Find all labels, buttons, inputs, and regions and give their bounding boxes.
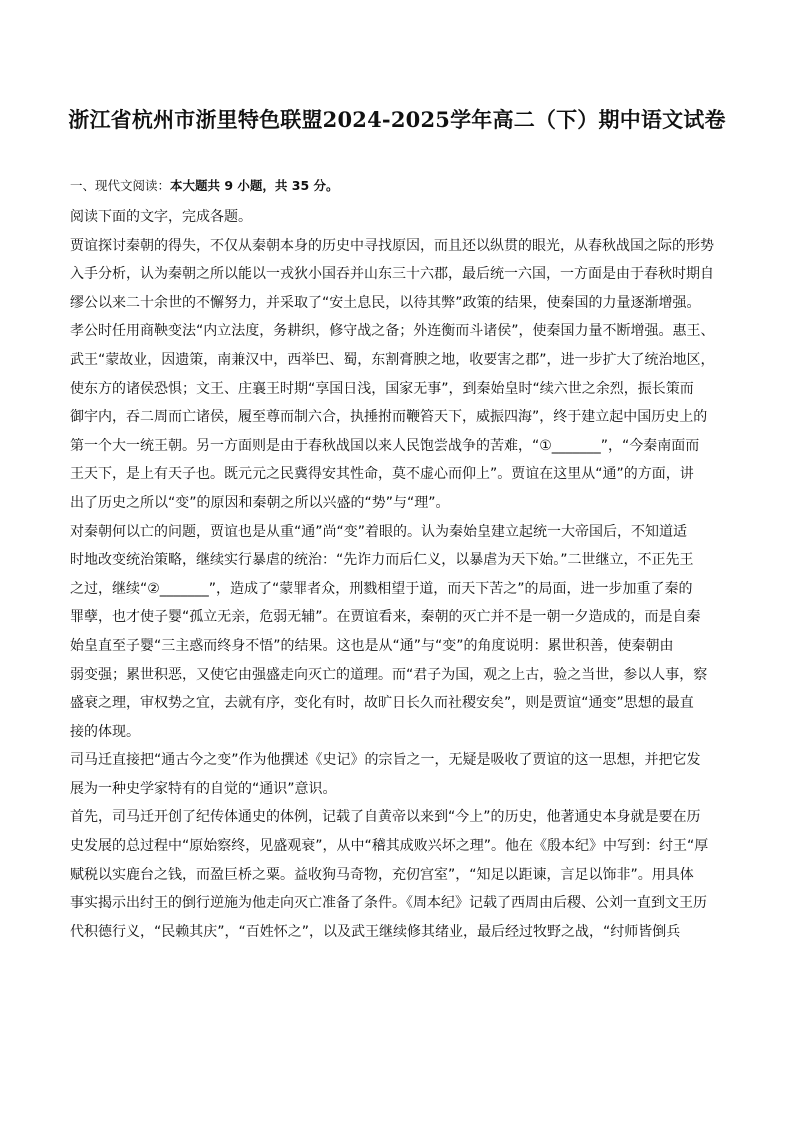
reading-passage — [70, 203, 730, 946]
paragraph-line: 第一个大一统王朝。另一方面则是由于春秋战国以来人民饱尝战争的苦难，“①_______”，“今秦南面而 — [70, 437, 700, 454]
paragraph-line: 贾谊探讨秦朝的得失，不仅从秦朝本身的历史中寻找原因，而且还以纵贯的眼光，从春秋战国之际的形势 — [70, 237, 714, 254]
paragraph-line: 王天下，是上有天子也。既元元之民冀得安其性命，莫不虚心而仰上”。贾谊在这里从“通”的方面，讲 — [70, 466, 694, 483]
section-detail: 本大题共 9 小题，共 35 分。 — [170, 178, 339, 193]
instruction-line: 阅读下面的文字，完成各题。 — [70, 209, 252, 225]
paragraph-line: 孝公时任用商鞅变法“内立法度，务耕织，修守战之备；外连衡而斗诸侯”，使秦国力量不断增强。惠王、 — [70, 323, 715, 340]
section-prefix: 一、现代文阅读： — [70, 178, 171, 193]
paragraph-line: 盛衰之理，审权势之宜，去就有序，变化有时，故旷日长久而社稷安矣”，则是贾谊“通变”思想的最直 — [70, 695, 694, 712]
paragraph-line: 展为一种史学家特有的自觉的“通识”意识。 — [70, 780, 337, 797]
paragraph — [70, 317, 730, 517]
paragraph-line: 使东方的诸侯恐惧；文王、庄襄王时期“享国日浅，国家无事”，到秦始皇时“续六世之余烈，振长策而 — [70, 380, 694, 397]
document-title: 浙江省杭州市浙里特色联盟2024-2025学年高二（下）期中语文试卷 — [68, 107, 726, 132]
paragraph-list — [70, 232, 730, 947]
paragraph — [70, 518, 730, 747]
paragraph-line: 司马迁直接把“通古今之变”作为他撰述《史记》的宗旨之一，无疑是吸收了贾谊的这一思想，并把它发 — [70, 752, 701, 769]
paragraph-line: 武王“蒙故业，因遗策，南兼汉中，西举巴、蜀，东割膏腴之地，收要害之郡”，进一步扩大了统治地区， — [70, 351, 715, 368]
section-heading — [70, 176, 339, 194]
paragraph-line: 首先，司马迁开创了纪传体通史的体例，记载了自黄帝以来到“今上”的历史，他著通史本身就是要在历 — [70, 809, 701, 826]
paragraph-line: 之过，继续“②_______”，造成了“蒙罪者众，刑戮相望于道，而天下苦之”的局面，进一步加重了秦的 — [70, 580, 693, 597]
paragraph-line: 事实揭示出纣王的倒行逆施为他走向灭亡准备了条件。《周本纪》记载了西周由后稷、公刘一直到文王历 — [70, 895, 707, 912]
paragraph-line: 罪孽，也才使子婴“孤立无亲，危弱无辅”。在贾谊看来，秦朝的灭亡并不是一朝一夕造成的，而是自秦 — [70, 609, 701, 626]
paragraph-line: 弱变强；累世积恶，又使它由强盛走向灭亡的道理。而“君子为国，观之上古，验之当世，参以人事，察 — [70, 666, 708, 683]
paragraph-line: 代积德行义，“民赖其庆”，“百姓怀之”，以及武王继续修其绪业，最后经过牧野之战，“纣师皆倒兵 — [70, 923, 681, 940]
paragraph-line: 出了历史之所以“变”的原因和秦朝之所以兴盛的“势”与“理”。 — [70, 494, 450, 511]
paragraph — [70, 803, 730, 946]
paragraph-line: 史发展的总过程中“原始察终，见盛观衰”，从中“稽其成败兴坏之理”。他在《殷本纪》中写到：纣王“厚 — [70, 838, 709, 855]
paragraph — [70, 746, 730, 803]
paragraph-line: 入手分析，认为秦朝之所以能以一戎狄小国吞并山东三十六郡，最后统一六国，一方面是由于春秋时期自 — [70, 266, 714, 283]
paragraph-line: 御宇内，吞二周而亡诸侯，履至尊而制六合，执捶拊而鞭笞天下，威振四海”，终于建立起中国历史上的 — [70, 409, 708, 426]
paragraph-line: 始皇直至子婴“三主惑而终身不悟”的结果。这也是从“通”与“变”的角度说明：累世积善，使秦朝由 — [70, 637, 674, 654]
paragraph-line: 时地改变统治策略，继续实行暴虐的统治：“先诈力而后仁义，以暴虐为天下始。”二世继立，不正先王 — [70, 552, 694, 569]
paragraph-line: 对秦朝何以亡的问题，贾谊也是从重“通”尚“变”着眼的。认为秦始皇建立起统一大帝国后，不知道适 — [70, 523, 688, 540]
paragraph-line: 接的体现。 — [70, 723, 140, 740]
paragraph-line: 缪公以来二十余世的不懈努力，并采取了“安土息民，以待其弊”政策的结果，使秦国的力量逐渐增强。 — [70, 294, 701, 311]
paragraph — [70, 232, 730, 318]
paragraph-line: 赋税以实鹿台之钱，而盈巨桥之粟。益收狗马奇物，充仞宫室”，“知足以距谏，言足以饰非”。用具体 — [70, 866, 694, 883]
